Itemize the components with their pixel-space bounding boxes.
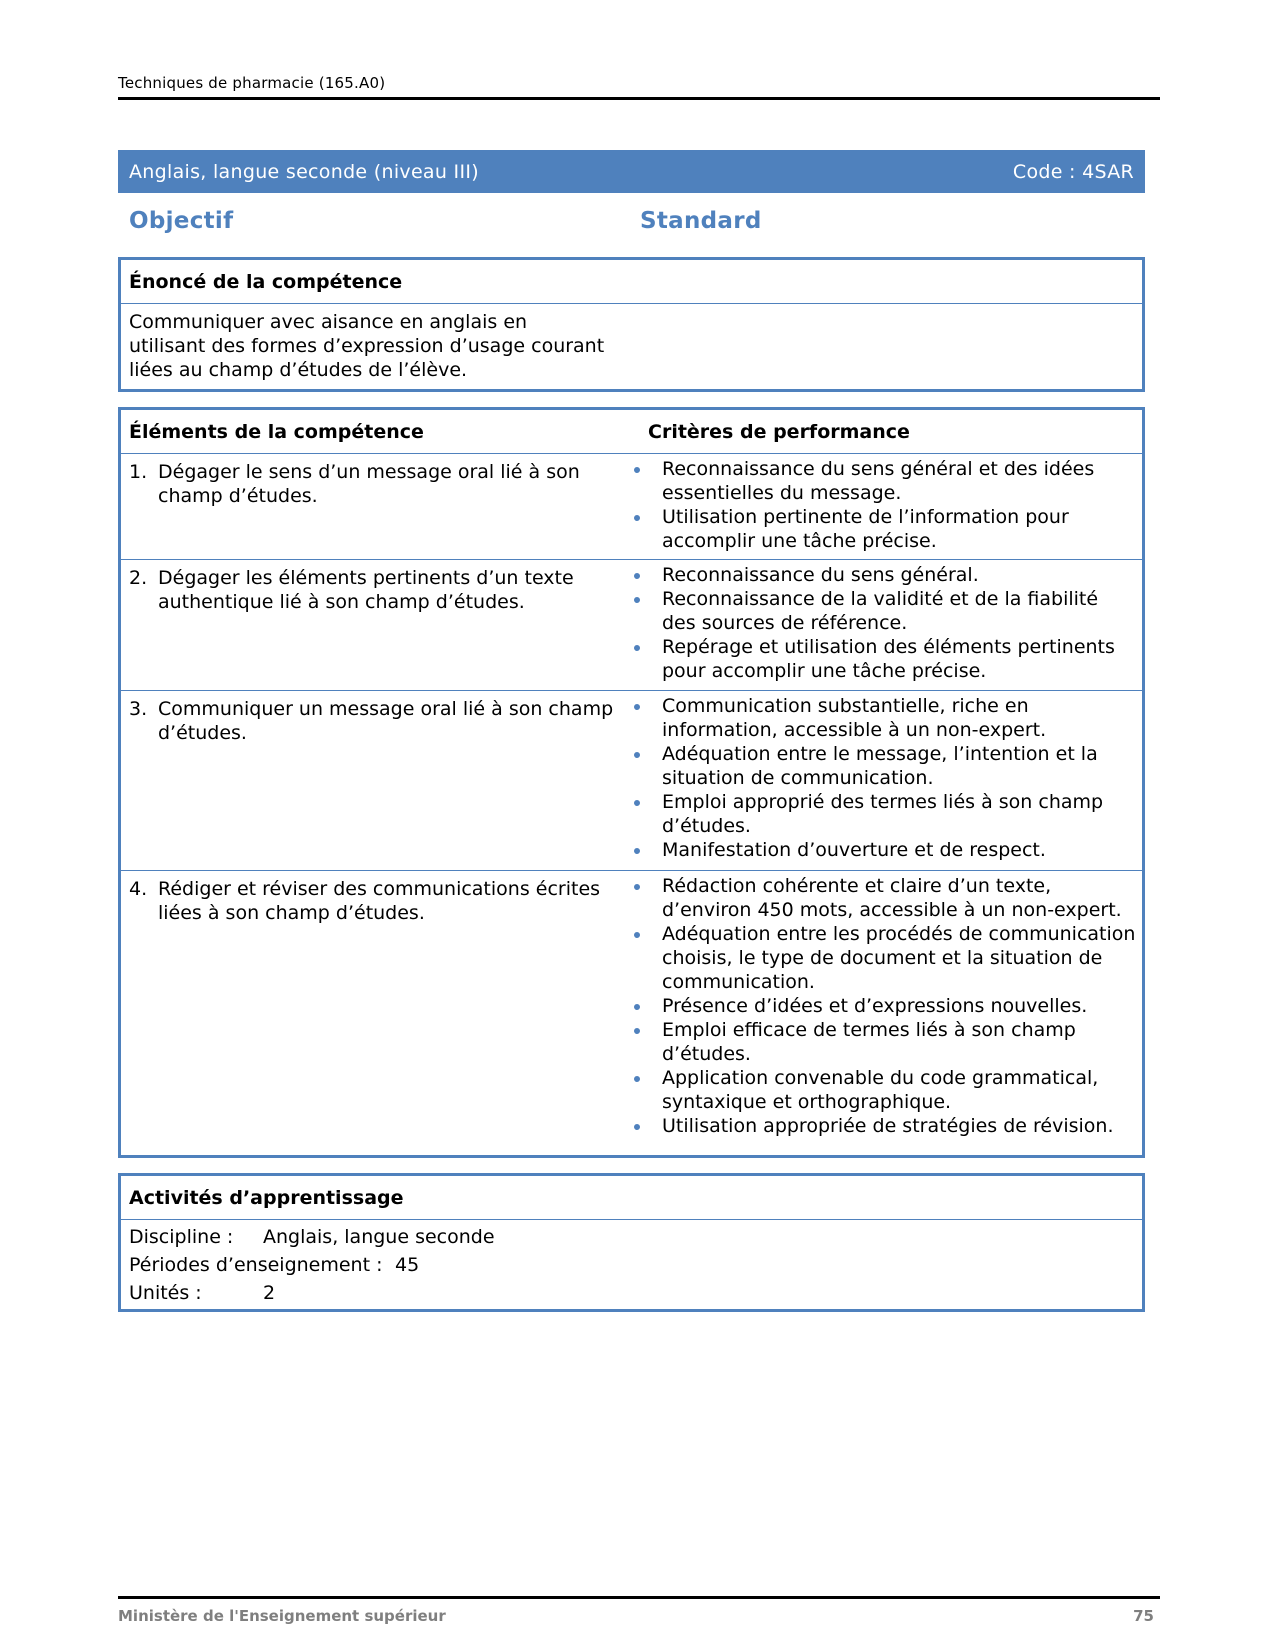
element-cell bbox=[121, 871, 632, 1141]
bullet-icon bbox=[634, 848, 640, 854]
criteria-heading: Critères de performance bbox=[648, 420, 910, 443]
bullet-icon bbox=[634, 1004, 640, 1010]
criterion-item: Présence d’idées et d’expressions nouvelles. bbox=[632, 994, 1136, 1018]
program-name: Techniques de pharmacie (165.A0) bbox=[118, 74, 386, 92]
discipline-label: Discipline : bbox=[129, 1226, 234, 1248]
criterion-item: Emploi approprié des termes liés à son champ d’études. bbox=[632, 790, 1136, 838]
criterion-item: Manifestation d’ouverture et de respect. bbox=[632, 838, 1136, 862]
element-cell bbox=[121, 691, 632, 870]
unites-label: Unités : bbox=[129, 1282, 202, 1304]
criterion-item: Rédaction cohérente et claire d’un texte, d’environ 450 mots, accessible à un non-expert. bbox=[632, 874, 1136, 922]
page-header bbox=[118, 74, 1160, 100]
criteria-cell bbox=[632, 560, 1142, 690]
element-cell bbox=[121, 454, 632, 559]
unites-value: 2 bbox=[263, 1282, 276, 1304]
unites-row bbox=[129, 1279, 1134, 1307]
element-cell bbox=[121, 560, 632, 690]
periodes-row bbox=[129, 1251, 1134, 1279]
page-number: 75 bbox=[1133, 1607, 1154, 1625]
header-rule bbox=[118, 97, 1160, 100]
periodes-label: Périodes d’enseignement : bbox=[129, 1254, 383, 1276]
element-number: 2. bbox=[129, 567, 148, 589]
section-headings bbox=[118, 206, 1145, 242]
periodes-value: 45 bbox=[395, 1254, 420, 1276]
standard-heading: Standard bbox=[640, 208, 762, 234]
criterion-item: Communication substantielle, riche en information, accessible à un non-expert. bbox=[632, 694, 1136, 742]
criteria-cell bbox=[632, 871, 1142, 1141]
enonce-heading: Énoncé de la compétence bbox=[129, 270, 403, 293]
course-title-band bbox=[118, 150, 1145, 193]
enonce-box bbox=[118, 257, 1145, 392]
activites-heading: Activités d’apprentissage bbox=[129, 1186, 404, 1209]
bullet-icon bbox=[634, 884, 640, 890]
criterion-item: Reconnaissance du sens général. bbox=[632, 563, 1136, 587]
footer-rule bbox=[118, 1596, 1160, 1599]
criterion-item: Reconnaissance du sens général et des idées essentielles du message. bbox=[632, 457, 1136, 505]
elements-heading: Éléments de la compétence bbox=[129, 420, 424, 443]
element-text: Rédiger et réviser des communications écrites liées à son champ d’études. bbox=[158, 878, 601, 924]
discipline-row bbox=[129, 1223, 1134, 1251]
bullet-icon bbox=[634, 704, 640, 710]
activites-box bbox=[118, 1173, 1145, 1312]
enonce-header bbox=[121, 260, 1142, 304]
table-row bbox=[121, 691, 1142, 871]
element-number: 4. bbox=[129, 878, 148, 900]
bullet-icon bbox=[634, 1124, 640, 1130]
element-text: Dégager les éléments pertinents d’un texte authentique lié à son champ d’études. bbox=[158, 567, 574, 613]
bullet-icon bbox=[634, 1028, 640, 1034]
bullet-icon bbox=[634, 645, 640, 651]
bullet-icon bbox=[634, 515, 640, 521]
course-title: Anglais, langue seconde (niveau III) bbox=[129, 160, 479, 183]
bullet-icon bbox=[634, 932, 640, 938]
table-row bbox=[121, 560, 1142, 691]
bullet-icon bbox=[634, 752, 640, 758]
criterion-item: Repérage et utilisation des éléments pertinents pour accomplir une tâche précise. bbox=[632, 635, 1136, 683]
table-row bbox=[121, 454, 1142, 560]
criterion-item: Application convenable du code grammatical, syntaxique et orthographique. bbox=[632, 1066, 1136, 1114]
criterion-item: Emploi efficace de termes liés à son champ d’études. bbox=[632, 1018, 1136, 1066]
page-footer bbox=[118, 1596, 1160, 1625]
criterion-item: Reconnaissance de la validité et de la fiabilité des sources de référence. bbox=[632, 587, 1136, 635]
element-text: Communiquer un message oral lié à son champ d’études. bbox=[158, 698, 614, 744]
activites-header bbox=[121, 1176, 1142, 1220]
criterion-item: Adéquation entre les procédés de communication choisis, le type de document et la situation de communication. bbox=[632, 922, 1136, 994]
criterion-item: Utilisation appropriée de stratégies de révision. bbox=[632, 1114, 1136, 1138]
element-number: 3. bbox=[129, 698, 148, 720]
criteria-cell bbox=[632, 691, 1142, 870]
elements-table bbox=[118, 407, 1145, 1158]
criterion-item: Adéquation entre le message, l’intention et la situation de communication. bbox=[632, 742, 1136, 790]
activites-body bbox=[121, 1220, 1142, 1310]
enonce-text: Communiquer avec aisance en anglais en utilisant des formes d’expression d’usage courant liées au champ d’études de l’élève. bbox=[129, 311, 605, 381]
bullet-icon bbox=[634, 597, 640, 603]
table-row bbox=[121, 871, 1142, 1141]
course-code: Code : 4SAR bbox=[1012, 160, 1134, 183]
bullet-icon bbox=[634, 467, 640, 473]
bullet-icon bbox=[634, 1076, 640, 1082]
discipline-value: Anglais, langue seconde bbox=[263, 1226, 495, 1248]
footer-org: Ministère de l'Enseignement supérieur bbox=[118, 1607, 446, 1625]
objectif-heading: Objectif bbox=[129, 208, 234, 234]
element-number: 1. bbox=[129, 461, 148, 483]
elements-table-header bbox=[121, 410, 1142, 454]
criterion-item: Utilisation pertinente de l’information pour accomplir une tâche précise. bbox=[632, 505, 1136, 553]
bullet-icon bbox=[634, 800, 640, 806]
bullet-icon bbox=[634, 573, 640, 579]
element-text: Dégager le sens d’un message oral lié à son champ d’études. bbox=[158, 461, 580, 507]
criteria-cell bbox=[632, 454, 1142, 559]
